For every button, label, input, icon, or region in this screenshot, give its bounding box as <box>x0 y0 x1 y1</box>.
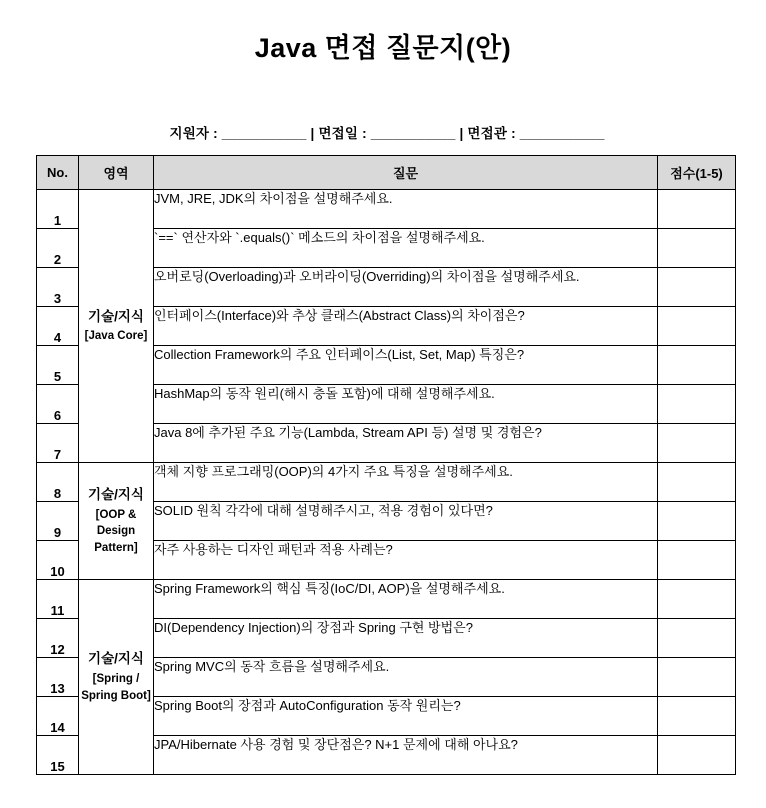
row-number: 13 <box>37 657 79 696</box>
score-input-cell[interactable] <box>658 267 736 306</box>
question-text: Spring Framework의 핵심 특징(IoC/DI, AOP)을 설명해주세요. <box>154 579 658 618</box>
row-number: 15 <box>37 735 79 774</box>
table-row <box>37 579 736 618</box>
question-text: 자주 사용하는 디자인 패턴과 적용 사례는? <box>154 540 658 579</box>
row-number: 8 <box>37 462 79 501</box>
score-input-cell[interactable] <box>658 189 736 228</box>
table-row <box>37 189 736 228</box>
question-text: JVM, JRE, JDK의 차이점을 설명해주세요. <box>154 189 658 228</box>
area-category-cell <box>79 462 154 579</box>
question-text: JPA/Hibernate 사용 경험 및 장단점은? N+1 문제에 대해 아나요? <box>154 735 658 774</box>
row-number: 12 <box>37 618 79 657</box>
question-text: Java 8에 추가된 주요 기능(Lambda, Stream API 등) 설명 및 경험은? <box>154 423 658 462</box>
area-category-cell <box>79 189 154 462</box>
row-number: 3 <box>37 267 79 306</box>
area-category-main: 기술/지식 <box>88 486 144 502</box>
score-input-cell[interactable] <box>658 735 736 774</box>
area-category-sub: [Spring / Spring Boot] <box>81 672 151 702</box>
column-header-area: 영역 <box>79 155 154 189</box>
column-header-score: 점수(1-5) <box>658 155 736 189</box>
score-input-cell[interactable] <box>658 423 736 462</box>
score-input-cell[interactable] <box>658 228 736 267</box>
area-category-sub: [Java Core] <box>84 330 148 343</box>
row-number: 1 <box>37 189 79 228</box>
score-input-cell[interactable] <box>658 462 736 501</box>
score-input-cell[interactable] <box>658 306 736 345</box>
question-table-container <box>0 142 766 775</box>
table-row <box>37 462 736 501</box>
question-text: DI(Dependency Injection)의 장점과 Spring 구현 방법은? <box>154 618 658 657</box>
interview-meta-line: 지원자 : ___________ | 면접일 : ___________ | 면접관 : ___________ <box>169 125 605 141</box>
table-body <box>37 189 736 774</box>
column-header-no: No. <box>37 155 79 189</box>
question-text: Spring Boot의 장점과 AutoConfiguration 동작 원리는? <box>154 696 658 735</box>
score-input-cell[interactable] <box>658 696 736 735</box>
table-header-row <box>37 155 736 189</box>
row-number: 6 <box>37 384 79 423</box>
row-number: 11 <box>37 579 79 618</box>
score-input-cell[interactable] <box>658 579 736 618</box>
score-input-cell[interactable] <box>658 501 736 540</box>
question-text: SOLID 원칙 각각에 대해 설명해주시고, 적용 경험이 있다면? <box>154 501 658 540</box>
column-header-question: 질문 <box>154 155 658 189</box>
score-input-cell[interactable] <box>658 618 736 657</box>
area-category-cell <box>79 579 154 774</box>
question-text: 인터페이스(Interface)와 추상 클래스(Abstract Class)의 차이점은? <box>154 306 658 345</box>
row-number: 14 <box>37 696 79 735</box>
row-number: 10 <box>37 540 79 579</box>
question-text: Spring MVC의 동작 흐름을 설명해주세요. <box>154 657 658 696</box>
score-input-cell[interactable] <box>658 657 736 696</box>
question-text: Collection Framework의 주요 인터페이스(List, Set, Map) 특징은? <box>154 345 658 384</box>
row-number: 9 <box>37 501 79 540</box>
question-text: HashMap의 동작 원리(해시 충돌 포함)에 대해 설명해주세요. <box>154 384 658 423</box>
score-input-cell[interactable] <box>658 384 736 423</box>
score-input-cell[interactable] <box>658 540 736 579</box>
page-title: Java 면접 질문지(안) <box>254 33 512 63</box>
area-category-main: 기술/지식 <box>88 651 144 667</box>
question-text: 객체 지향 프로그래밍(OOP)의 4가지 주요 특징을 설명해주세요. <box>154 462 658 501</box>
question-text: `==` 연산자와 `.equals()` 메소드의 차이점을 설명해주세요. <box>154 228 658 267</box>
area-category-main: 기술/지식 <box>88 308 144 324</box>
row-number: 7 <box>37 423 79 462</box>
area-category-sub: [OOP & Design Pattern] <box>94 508 138 554</box>
question-text: 오버로딩(Overloading)과 오버라이딩(Overriding)의 차이점을 설명해주세요. <box>154 267 658 306</box>
row-number: 2 <box>37 228 79 267</box>
row-number: 4 <box>37 306 79 345</box>
interview-question-table <box>36 155 736 775</box>
row-number: 5 <box>37 345 79 384</box>
score-input-cell[interactable] <box>658 345 736 384</box>
